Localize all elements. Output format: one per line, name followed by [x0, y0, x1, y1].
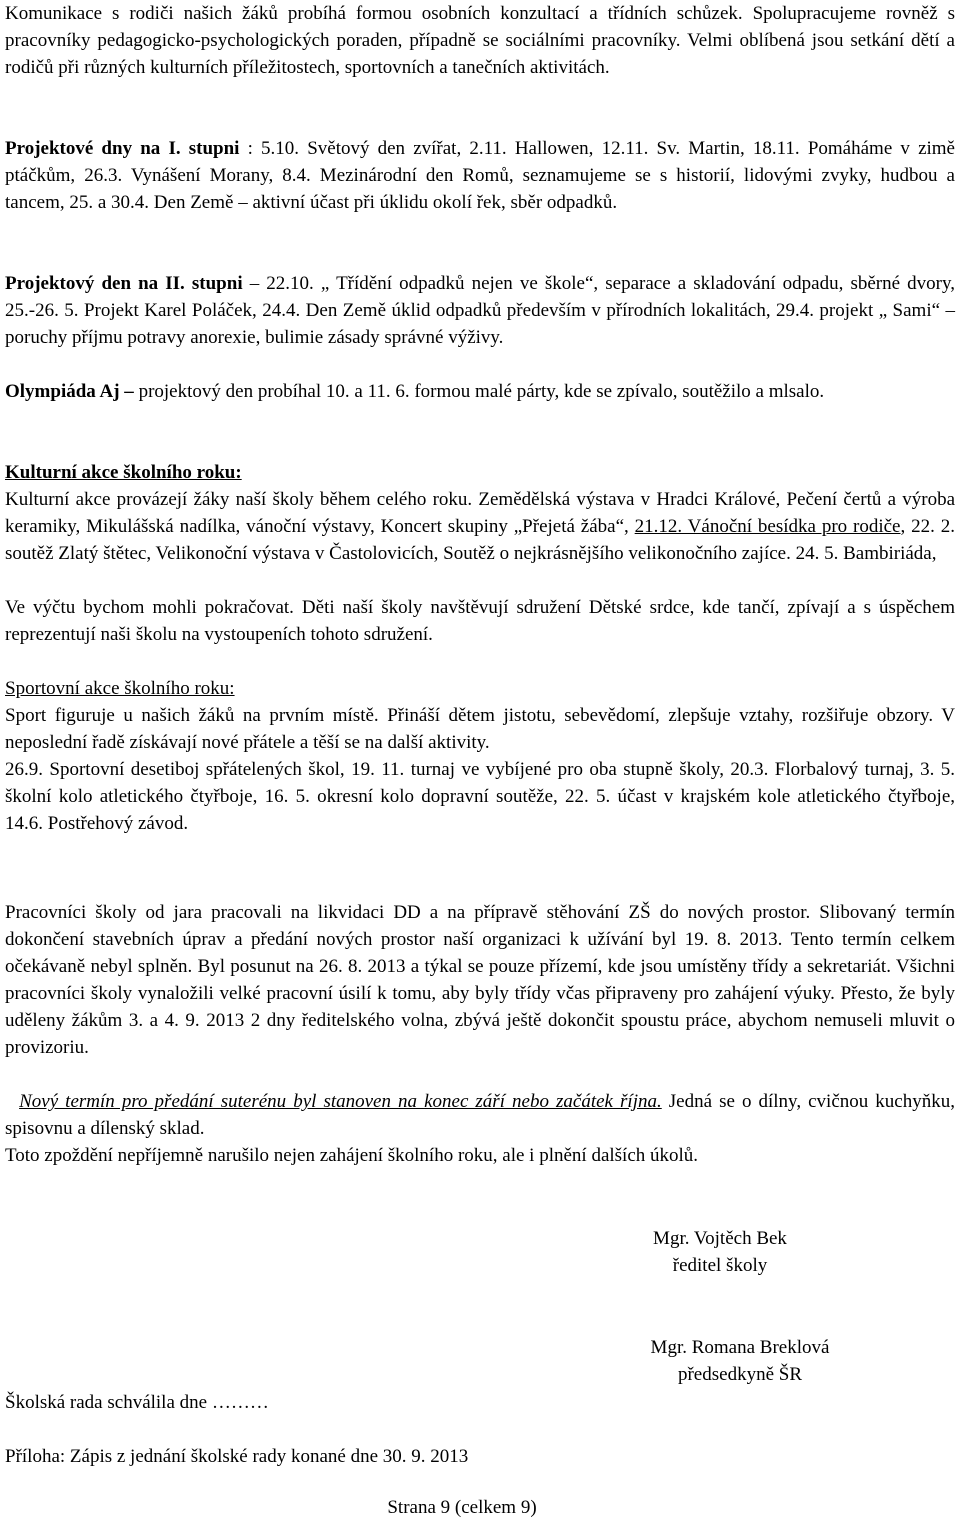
sport-text-a: Sport figuruje u našich žáků na prvním místě. Přináší dětem jistotu, sebevědomí, zlepšuje vztahy, rozšiřuje obzory. V neposlední řadě získávají nové přátele a těší se na další aktivity. — [5, 705, 955, 753]
sport-heading-line — [5, 675, 955, 702]
culture-heading: Kulturní akce školního roku: — [5, 462, 242, 483]
culture-text-a: Kulturní akce provázejí žáky naší školy během celého roku. Zemědělská výstava v Hradci Králové, Pečení čertů a výroba keramiky, Mikulášská nadílka, vánoční výstavy, Koncert skupiny „Přejetá žába“, — [5, 489, 955, 537]
olympiad-paragraph — [5, 378, 955, 405]
culture-paragraph — [5, 486, 955, 567]
director-role: ředitel školy — [672, 1255, 768, 1276]
construction-paragraph-3 — [5, 1142, 955, 1169]
page-footer: Strana 9 (celkem 9) — [387, 1497, 537, 1518]
director-name: Mgr. Vojtěch Bek — [653, 1228, 787, 1249]
chair-name: Mgr. Romana Breklová — [650, 1337, 830, 1358]
sport-heading: Sportovní akce školního roku: — [5, 678, 235, 699]
sport-events-paragraph — [5, 756, 955, 837]
projects-first-stage-paragraph — [5, 135, 955, 216]
culture-christmas-party: 21.12. Vánoční besídka pro rodiče — [634, 516, 901, 537]
construction-text-c: Toto zpoždění nepříjemně narušilo nejen zahájení školního roku, ale i plnění dalších úkolů. — [5, 1145, 699, 1166]
chair-role: předsedkyně ŠR — [677, 1364, 802, 1385]
olympiad-text: projektový den probíhal 10. a 11. 6. formou malé párty, kde se zpívalo, soutěžilo a mlsalo. — [133, 381, 825, 402]
intro-paragraph — [5, 0, 955, 81]
culture-text-b: , 22. 2. soutěž Zlatý štětec, Velikonoční výstava v Častolovicích, Soutěž o nejkrásnějšího velikonočního zajíce. 24. 5. Bambiriáda, — [5, 516, 955, 564]
projects-first-stage-text: : 5.10. Světový den zvířat, 2.11. Hallowen, 12.11. Sv. Martin, 18.11. Pomáháme v zimě ptáčkům, 26.3. Vynášení Morany, 8.4. Mezinárodní den Romů, seznamujeme se s historií, lidovými zvyky, hudbou a tancem, 25. a 30.4. Den Země – aktivní účast při úklidu okolí řek, sběr odpadků. — [5, 138, 955, 213]
culture-paragraph-2 — [5, 594, 955, 648]
projects-second-stage-heading: Projektový den na II. stupni — [5, 273, 243, 294]
construction-paragraph — [5, 899, 955, 1061]
attachment-line: Příloha: Zápis z jednání školské rady konané dne 30. 9. 2013 — [5, 1446, 469, 1467]
sport-text-b: 26.9. Sportovní desetiboj spřátelených škol, 19. 11. turnaj ve vybíjené pro oba stupně školy, 20.3. Florbalový turnaj, 3. 5. školní kolo atletického čtyřboje, 16. 5. okresní kolo dopravní soutěže, 22. 5. účast v krajském kole atletického čtyřboje, 14.6. Postřehový závod. — [5, 759, 955, 834]
intro-text: Komunikace s rodiči našich žáků probíhá formou osobních konzultací a třídních schůzek. Spolupracujeme rovněž s pracovníky pedagogicko-psychologických poraden, případně se sociálními pracovníky. Velmi oblíbená jsou setkání dětí a rodičů při různých kulturních příležitostech, sportovních a tanečních aktivitách. — [5, 3, 955, 78]
projects-second-stage-paragraph — [5, 270, 955, 351]
projects-first-stage-heading: Projektové dny na I. stupni — [5, 138, 240, 159]
projects-second-stage-text: – 22.10. „ Třídění odpadků nejen ve škole“, separace a skladování odpadu, sběrné dvory, 25.-26. 5. Projekt Karel Poláček, 24.4. Den Země úklid odpadků především v přírodních lokalitách, 29.4. projekt „ Sami“ – poruchy příjmu potravy anorexie, bulimie zásady správné výživy. — [5, 273, 955, 348]
olympiad-heading: Olympiáda Aj – — [5, 381, 134, 402]
approval-line: Školská rada schválila dne ……… — [5, 1392, 269, 1413]
construction-paragraph-2 — [5, 1088, 955, 1142]
culture-heading-line — [5, 459, 955, 486]
chair-signature — [600, 1334, 880, 1388]
construction-text-b: Jedná se o dílny, cvičnou kuchyňku, spisovnu a dílenský sklad. — [5, 1091, 955, 1139]
construction-new-deadline: Nový termín pro předání suterénu byl stanoven na konec září nebo začátek října. — [19, 1091, 662, 1112]
director-signature — [610, 1225, 830, 1279]
sport-paragraph — [5, 702, 955, 756]
culture-text-c: Ve výčtu bychom mohli pokračovat. Děti naší školy navštěvují sdružení Dětské srdce, kde tančí, zpívají a s úspěchem reprezentují naši školu na vystoupeních tohoto sdružení. — [5, 597, 955, 645]
construction-text-a: Pracovníci školy od jara pracovali na likvidaci DD a na přípravě stěhování ZŠ do nových prostor. Slibovaný termín dokončení stavebních úprav a předání nových prostor naší organizaci k užívání byl 19. 8. 2013. Tento termín celkem očekávaně nebyl splněn. Byl posunut na 26. 8. 2013 a týkal se pouze přízemí, kde jsou umístěny třídy a sekretariát. Všichni pracovníci školy vynaložili velké pracovní úsilí k tomu, aby byly třídy včas připraveny pro zahájení výuky. Přesto, že byly uděleny žákům 3. a 4. 9. 2013 2 dny ředitelského volna, zbývá ještě dokončit spoustu práce, abychom nemuseli mluvit o provizoriu. — [5, 902, 955, 1058]
